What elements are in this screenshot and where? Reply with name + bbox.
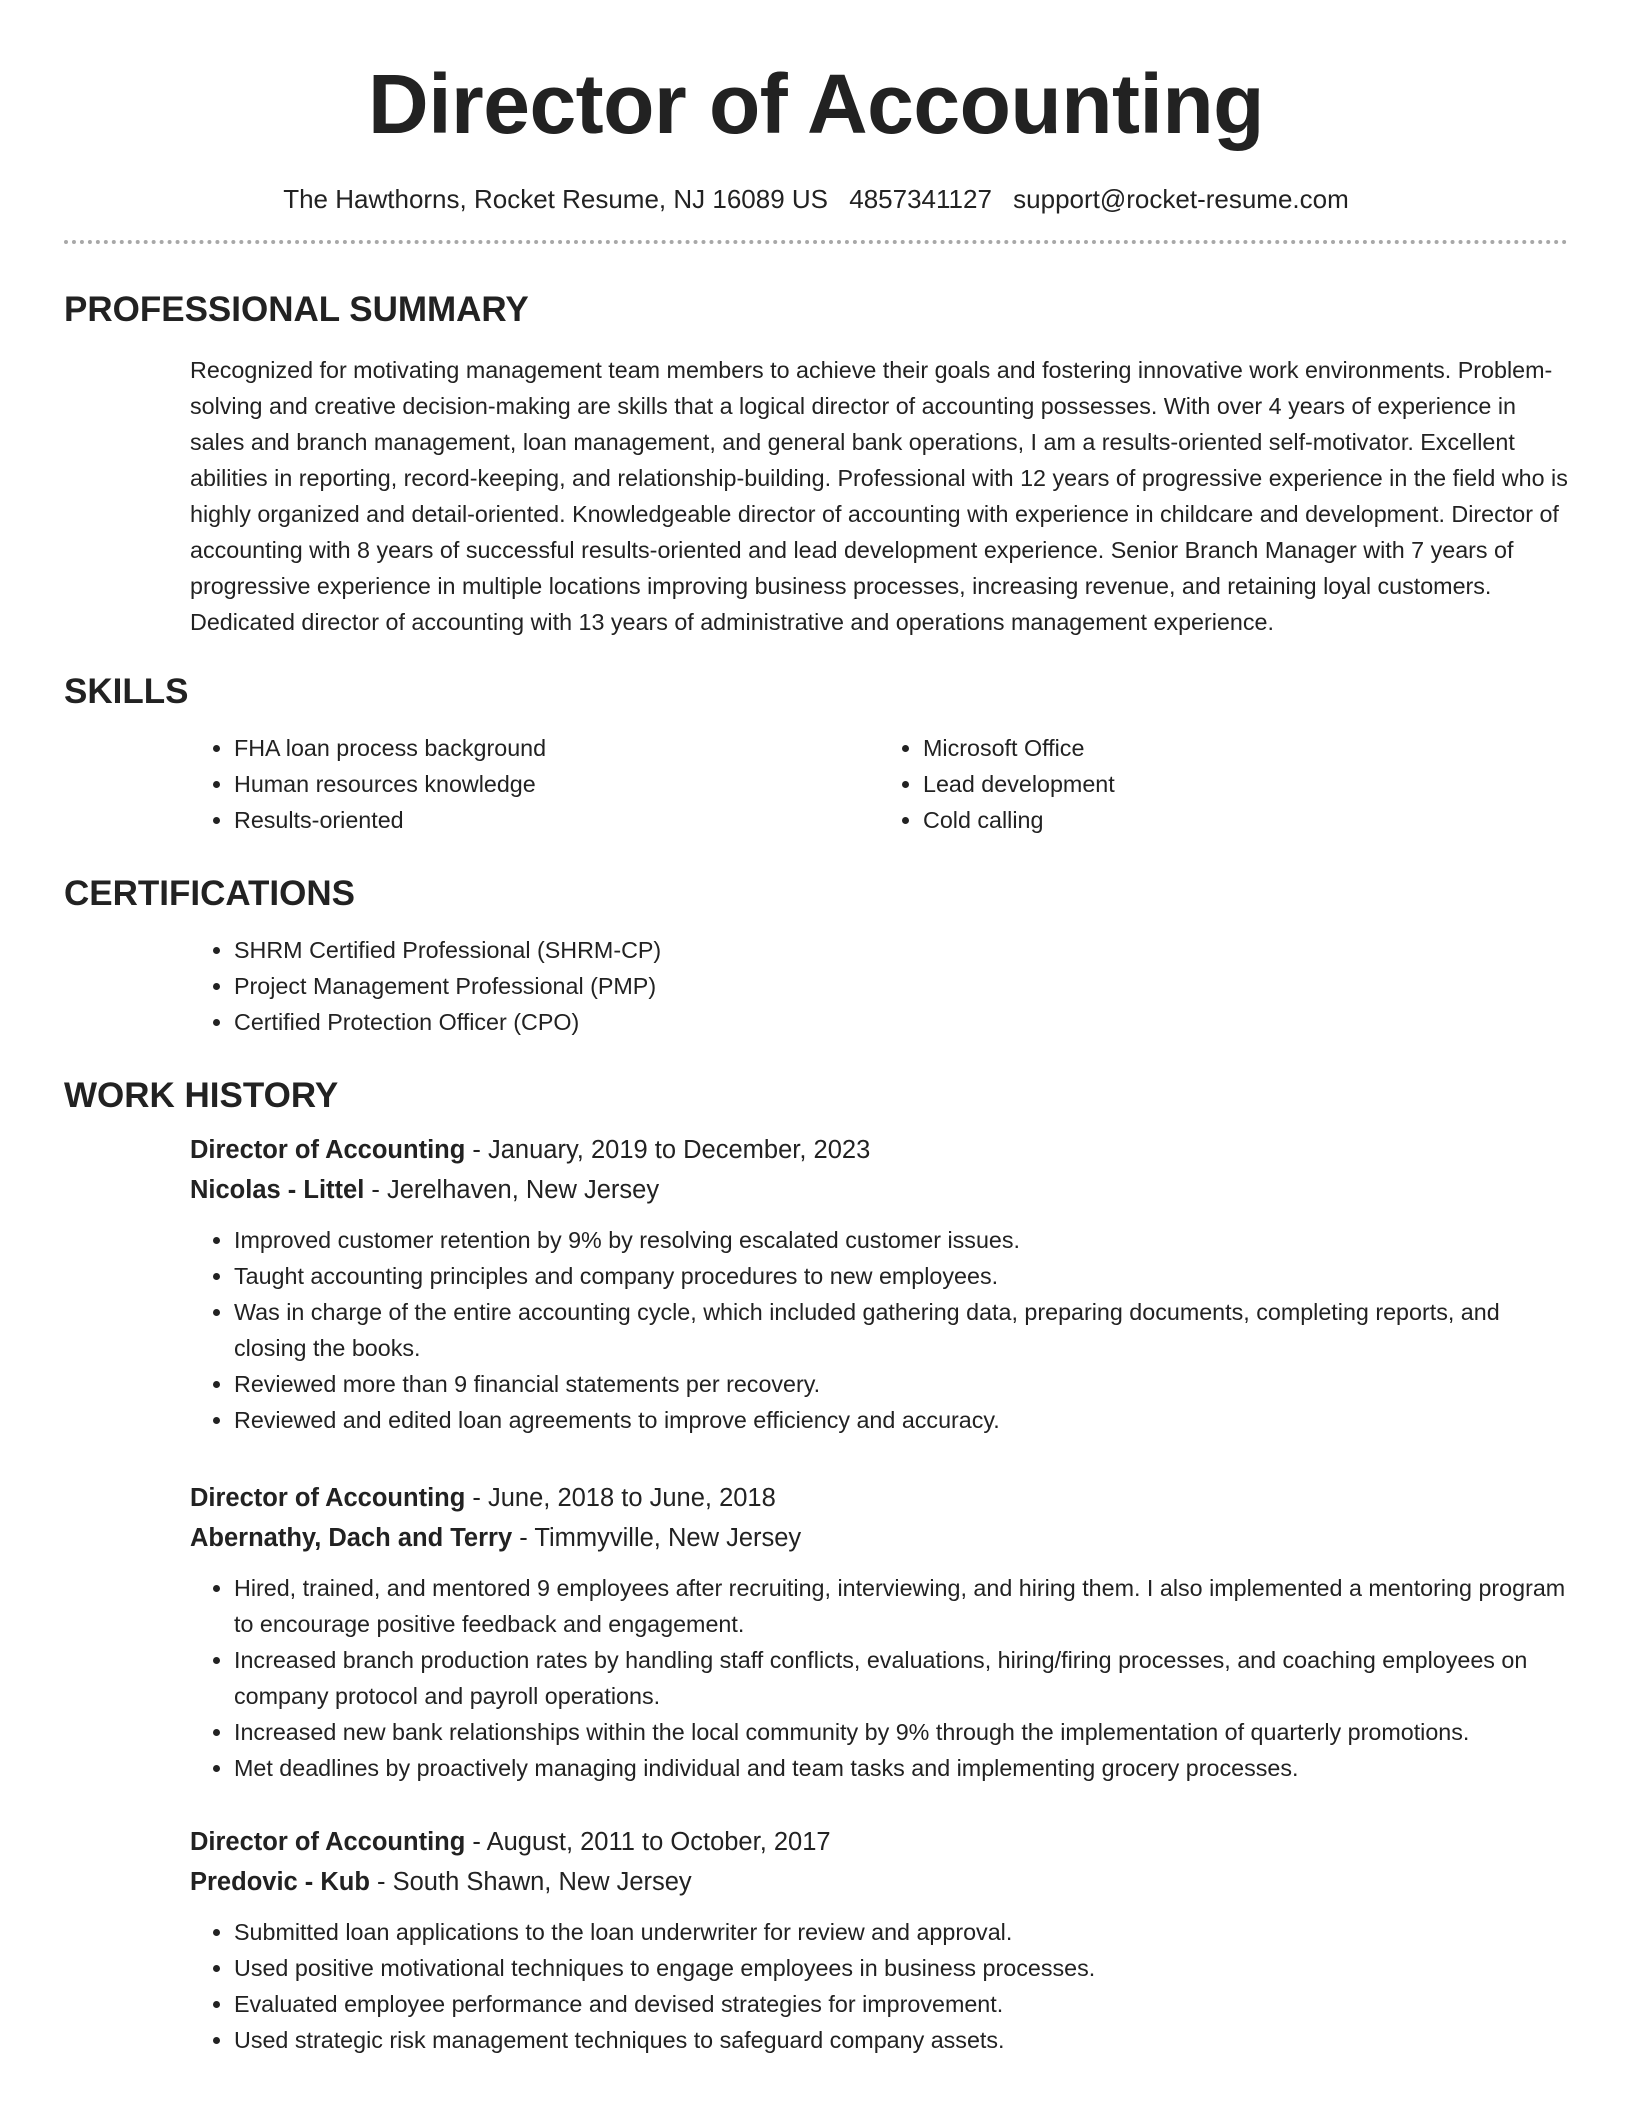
- job-bullet: • Reviewed and edited loan agreements to improve efficiency and accuracy.: [234, 1402, 1568, 1438]
- job-bullet: • Hired, trained, and mentored 9 employees after recruiting, interviewing, and hiring them. I also implemented a mentoring program to encourage positive feedback and engagement.: [234, 1570, 1568, 1642]
- skills-heading: SKILLS: [64, 672, 189, 711]
- job-dates: - January, 2019 to December, 2023: [465, 1136, 871, 1164]
- certification-item: • SHRM Certified Professional (SHRM-CP): [234, 932, 1568, 968]
- job-title-line: [190, 1130, 1568, 1170]
- summary-text: Recognized for motivating management team members to achieve their goals and fostering innovative work environments. Problem-solving and creative decision-making are skills that a logical director of accounting possesses. With over 4 years of experience in sales and branch management, loan management, and general bank operations, I am a results-oriented self-motivator. Excellent abilities in reporting, record-keeping, and relationship-building. Professional with 12 years of progressive experience in the field who is highly organized and detail-oriented. Knowledgeable director of accounting with experience in childcare and development. Director of accounting with 8 years of successful results-oriented and lead development experience. Senior Branch Manager with 7 years of progressive experience in multiple locations improving business processes, increasing revenue, and retaining loyal customers. Dedicated director of accounting with 13 years of administrative and operations management experience.: [190, 357, 1568, 635]
- skills-column-right: [879, 730, 1568, 838]
- resume-title: Director of Accounting: [368, 57, 1264, 151]
- job-bullet: • Submitted loan applications to the loan underwriter for review and approval.: [234, 1914, 1568, 1950]
- job-company-line: [190, 1170, 1568, 1210]
- job-bullets: [190, 1222, 1568, 1438]
- job-company: Abernathy, Dach and Terry: [190, 1524, 513, 1552]
- job-location: - South Shawn, New Jersey: [369, 1868, 692, 1896]
- skills-column-left: [190, 730, 879, 838]
- certifications-list: [190, 932, 1568, 1040]
- summary-heading: PROFESSIONAL SUMMARY: [64, 290, 529, 329]
- job-company: Nicolas - Littel: [190, 1176, 365, 1204]
- job-bullet: • Used strategic risk management techniques to safeguard company assets.: [234, 2022, 1568, 2058]
- skills-list: [190, 730, 1568, 838]
- job-bullet: • Evaluated employee performance and devised strategies for improvement.: [234, 1986, 1568, 2022]
- job-role: Director of Accounting: [190, 1136, 466, 1164]
- contact-phone: 4857341127: [849, 184, 992, 214]
- contact-address: The Hawthorns, Rocket Resume, NJ 16089 US: [283, 184, 829, 214]
- header-divider: [64, 240, 1568, 244]
- job-bullet: • Increased new bank relationships within the local community by 9% through the implementation of quarterly promotions.: [234, 1714, 1568, 1750]
- skill-item: • Cold calling: [923, 802, 1568, 838]
- job-location: - Jerelhaven, New Jersey: [364, 1176, 660, 1204]
- job-company-line: [190, 1862, 1568, 1902]
- job-bullet: • Improved customer retention by 9% by resolving escalated customer issues.: [234, 1222, 1568, 1258]
- job-dates: - August, 2011 to October, 2017: [465, 1828, 831, 1856]
- contact-line: [64, 182, 1568, 216]
- certification-item: • Certified Protection Officer (CPO): [234, 1004, 1568, 1040]
- skill-item: • Microsoft Office: [923, 730, 1568, 766]
- certification-item: • Project Management Professional (PMP): [234, 968, 1568, 1004]
- skill-item: • Results-oriented: [234, 802, 879, 838]
- job-bullet: • Reviewed more than 9 financial statements per recovery.: [234, 1366, 1568, 1402]
- work-history-heading: WORK HISTORY: [64, 1076, 339, 1115]
- contact-email: support@rocket-resume.com: [1013, 184, 1349, 214]
- job-role: Director of Accounting: [190, 1484, 466, 1512]
- certifications-heading: CERTIFICATIONS: [64, 874, 356, 913]
- job-bullets: [190, 1570, 1568, 1786]
- job-role: Director of Accounting: [190, 1828, 466, 1856]
- certifications-bullets: [190, 932, 1568, 1040]
- job-bullet: • Used positive motivational techniques to engage employees in business processes.: [234, 1950, 1568, 1986]
- job-bullet: • Taught accounting principles and company procedures to new employees.: [234, 1258, 1568, 1294]
- job-dates: - June, 2018 to June, 2018: [465, 1484, 776, 1512]
- job-title-line: [190, 1478, 1568, 1518]
- skill-item: • Human resources knowledge: [234, 766, 879, 802]
- job-entry: [190, 1478, 1568, 1786]
- job-company-line: [190, 1518, 1568, 1558]
- job-bullets: [190, 1914, 1568, 2058]
- job-bullet: • Increased branch production rates by handling staff conflicts, evaluations, hiring/firing processes, and coaching employees on company protocol and payroll operations.: [234, 1642, 1568, 1714]
- job-bullet: • Met deadlines by proactively managing individual and team tasks and implementing grocery processes.: [234, 1750, 1568, 1786]
- skill-item: • FHA loan process background: [234, 730, 879, 766]
- job-entry: [190, 1130, 1568, 1438]
- job-entry: [190, 1822, 1568, 2058]
- job-location: - Timmyville, New Jersey: [512, 1524, 802, 1552]
- job-bullet: • Was in charge of the entire accounting cycle, which included gathering data, preparing documents, completing reports, and closing the books.: [234, 1294, 1568, 1366]
- job-title-line: [190, 1822, 1568, 1862]
- job-company: Predovic - Kub: [190, 1868, 370, 1896]
- skill-item: • Lead development: [923, 766, 1568, 802]
